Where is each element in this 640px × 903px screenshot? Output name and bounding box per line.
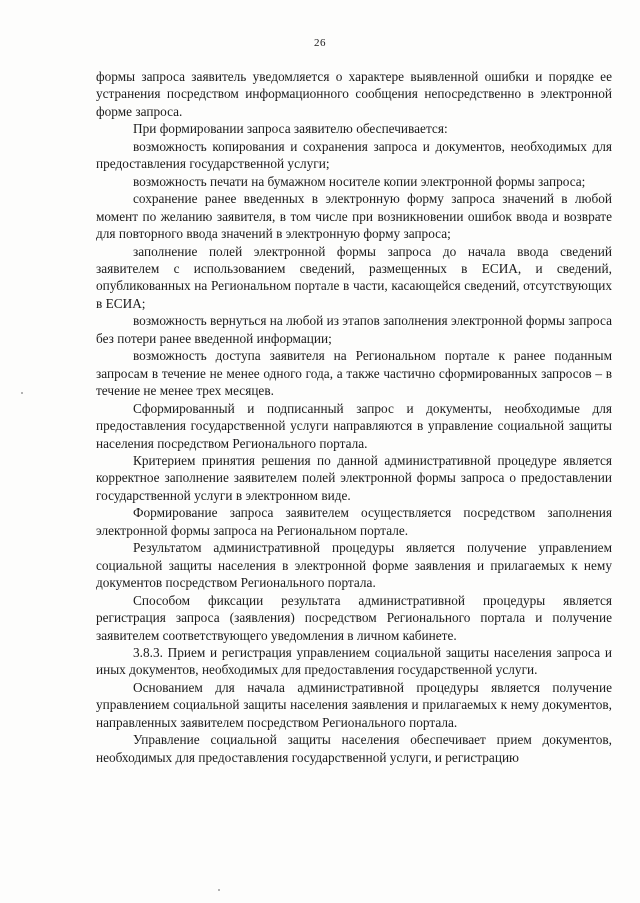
- paragraph: Результатом административной процедуры является получение управлением социальной защиты населения в электронной форме заявления и прилагаемых к нему документов посредством Регионального портала.: [96, 540, 612, 591]
- paragraph: Формирование запроса заявителем осуществляется посредством заполнения электронной формы запроса на Региональном портале.: [96, 505, 612, 538]
- paragraph-list-item: заполнение полей электронной формы запроса до начала ввода сведений заявителем с использованием сведений, размещенных в ЕСИА, и сведений, опубликованных на Региональном портале в части, касающейся сведений, отсутствующих в ЕСИА;: [96, 243, 612, 311]
- page-number: 26: [314, 37, 326, 49]
- scan-speck: [218, 889, 220, 891]
- paragraph-list-item: возможность печати на бумажном носителе копии электронной формы запроса;: [133, 173, 586, 189]
- paragraph-list-item: сохранение ранее введенных в электронную форму запроса значений в любой момент по желанию заявителя, в том числе при возникновении ошибок ввода и возврате для повторного ввода значений в электронную форму запроса;: [96, 191, 612, 242]
- paragraph: Основанием для начала административной процедуры является получение управлением социальной защиты населения заявления и прилагаемых к нему документов, направленных заявителем посредством Регионального портала.: [96, 679, 612, 730]
- paragraph-list-item: возможность вернуться на любой из этапов заполнения электронной формы запроса без потери ранее введенной информации;: [96, 313, 612, 346]
- scan-speck: [21, 392, 23, 394]
- paragraph-list-item: возможность доступа заявителя на Региональном портале к ранее поданным запросам в течение не менее одного года, а также частично сформированных запросов – в течение не менее трех месяцев.: [96, 348, 612, 399]
- paragraph: Способом фиксации результата административной процедуры является регистрация запроса (заявления) посредством Регионального портала и получение заявителем соответствующего уведомления в личном кабинете.: [96, 592, 612, 643]
- document-body: [96, 68, 612, 766]
- section-heading-paragraph: 3.8.3. Прием и регистрация управлением социальной защиты населения запроса и иных документов, необходимых для предоставления государственной услуги.: [96, 644, 612, 678]
- paragraph-list-item: возможность копирования и сохранения запроса и документов, необходимых для предоставления государственной услуги;: [96, 138, 612, 172]
- paragraph: Сформированный и подписанный запрос и документы, необходимые для предоставления государственной услуги направляются в управление социальной защиты населения посредством Регионального портала.: [96, 400, 612, 451]
- paragraph-continuation: формы запроса заявитель уведомляется о характере выявленной ошибки и порядке ее устранения посредством информационного сообщения непосредственно в электронной форме запроса.: [96, 69, 612, 119]
- paragraph: Критерием принятия решения по данной административной процедуре является корректное заполнение заявителем полей электронной формы запроса о предоставлении государственной услуги в электронном виде.: [96, 452, 612, 503]
- paragraph: Управление социальной защиты населения обеспечивает прием документов, необходимых для предоставления государственной услуги, и регистрацию: [96, 732, 612, 765]
- paragraph-list-intro: При формировании запроса заявителю обеспечивается:: [133, 121, 448, 137]
